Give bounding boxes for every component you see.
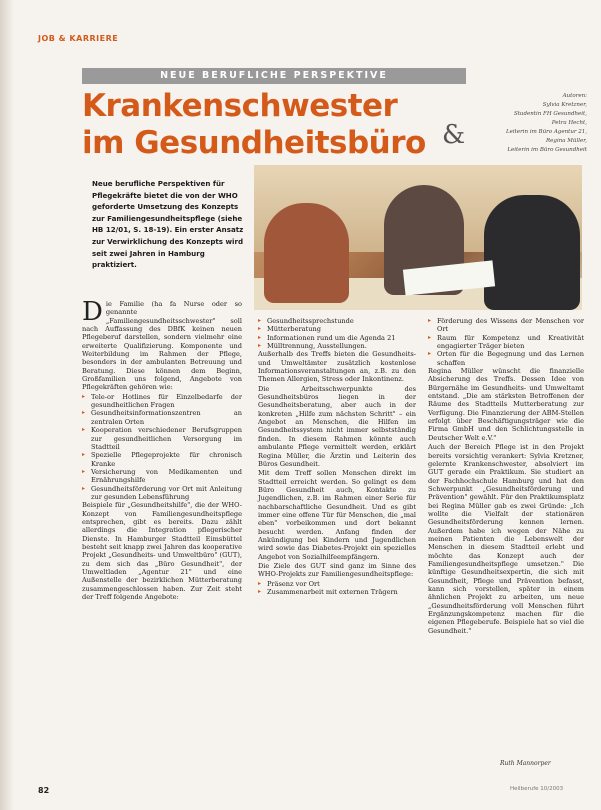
author-credits <box>467 92 587 155</box>
photo-person-right <box>484 195 580 310</box>
paragraph: Mit dem Treff sollen Menschen direkt im Stadtteil erreicht werden. So gelingt es dem Büro Gesundheit auch, Kontakte zu Jugendlichen, z.B. im Rahmen einer Serie für nachbarschaftliche Gesundheit. Und es gibt immer eine offene Tür für Menschen, die „mal eben" vorbeikommen und dort bekannt besucht werden. Anfang finden der Ankündigung bei Kindern und Jugendlichen wird sowie das Diabetes-Projekt ein spezielles Angebot von Sozialhilfeempfängern. <box>258 469 416 561</box>
bullet-list <box>82 393 242 501</box>
list-item: ▸ Orten für die Begegnung und das Lernen schaffen <box>437 350 584 367</box>
list-item: ▸ Spezielle Pflegeprojekte für chronisch Kranke <box>91 451 242 468</box>
paragraph: Regina Müller wünscht die finanzielle Absicherung des Treffs. Dessen Idee von Bürgernähe im Gesundheits- und Umweltamt entstand. „Die am stärksten Betroffenen der Räume des Stadtteils Mutterberatung zur Verfügung. Die Finanzierung der ABM-Stellen erfolgt über Beschäftigungsträger wie die Firma GmbH und den Schlichtungsstelle in Deutscher Welt e.V." <box>428 367 584 442</box>
list-item: ▸ Informationen rund um die Agenda 21 <box>267 334 416 342</box>
author-line: Regina Müller, <box>546 138 587 144</box>
page-binding-shadow <box>0 0 14 810</box>
paragraph: Die Arbeitsschwerpunkte des Gesundheitsbüros liegen in der Gesundheitsberatung, aber auch in der konkreten „Hilfe zum nächsten Schritt" – ein Angebot an Menschen, die Hilfen im Gesundheitssystem nicht immer selbstständig finden. In diesem Rahmen könnte auch ambulante Pflege vermittelt werden, erklärt Regina Müller, die Ärztin und Leiterin des Büros Gesundheit. <box>258 384 416 468</box>
drop-cap: D <box>82 297 103 327</box>
list-item: ▸ Mülltrennung, Ausstellungen. <box>267 342 416 350</box>
text-column-2 <box>258 317 416 596</box>
list-item: ▸ Versicherung von Medikamenten und Ernährungshilfe <box>91 468 242 485</box>
bullet-list <box>428 317 584 367</box>
list-item: ▸ Gesundheitsförderung vor Ort mit Anleitung zur gesunden Lebensführung <box>91 485 242 502</box>
paragraph: Die Ziele des GUT sind ganz im Sinne des WHO-Projekts zur Familiengesundheitspflege: <box>258 561 416 579</box>
decorative-ampersand: & <box>442 120 466 150</box>
list-item: ▸ Zusammenarbeit mit externen Trägern <box>267 588 416 596</box>
list-item: ▸ Mütterberatung <box>267 325 416 333</box>
page-number: 82 <box>38 786 50 795</box>
section-label: JOB & KARRIERE <box>38 34 119 43</box>
author-line: Studentin FH Gesundheit, <box>513 111 587 117</box>
author-signature: Ruth Mannorper <box>500 760 551 767</box>
paragraph: Auch der Bereich Pflege ist in den Projekt bereits vorsichtig verankert: Sylvia Kretzner, gelernte Krankenschwester, absolviert im GUT gerade ein Praktikum. Sie studiert an der Fachhochschule Hamburg und hat den Schwerpunkt „Gesundheitsförderung und Prävention" gewählt. Für den Praktikumsplatz bei Regina Müller gab es zwei Gründe: „Ich wollte die Vielfalt der stationären Gesundheitsförderung kennen lernen. Außerdem habe ich wegen der Nähe zu meinen Patienten die Lebenswelt der Menschen in diesem Stadtteil erlebt und möchte das Konzept auch der Familiengesundheitspflege umsetzen." Die künftige Gesundheitsexpertin, die sich mit Gesundheit, Pflege und Prävention befasst, kann sich vorstellen, später in einem ähnlichen Projekt zu arbeiten, um neue „Gesundheitsförderung voll Menschen führt Ergänzungskompetenz machen für die eigenen Pflegeberufe. Beispiele hat so viel die Gesundheit." <box>428 443 584 635</box>
list-item: ▸ Gesundheitssprechstunde <box>267 317 416 325</box>
photo-person-left <box>264 203 349 303</box>
list-item: ▸ Raum für Kompetenz und Kreativität engagierter Träger bieten <box>437 334 584 351</box>
author-line: Autoren: <box>562 93 587 99</box>
paragraph: Außerhalb des Treffs bieten die Gesundheits- und Umweltämter zusätzlich kostenlose Informationsveranstaltungen an, z.B. zu den Themen Allergien, Stress oder Inkontinenz. <box>258 350 416 384</box>
article-title: Krankenschwester im Gesundheitsbüro <box>82 88 426 161</box>
list-item: ▸ Gesundheitsinformationszentren an zentralen Orten <box>91 409 242 426</box>
text-column-3 <box>428 317 584 636</box>
text-column-1 <box>82 297 242 602</box>
list-item: ▸ Kooperation verschiedener Berufsgruppen zur gesundheitlichen Versorgung im Stadtteil <box>91 426 242 451</box>
author-line: Leiterin im Büro Gesundheit <box>507 147 587 153</box>
list-item: ▸ Tele-or Hotlines für Einzelbedarfe der gesundheitlichen Fragen <box>91 393 242 410</box>
bullet-list <box>258 580 416 597</box>
list-item: ▸ Förderung des Wissens der Menschen vor Ort <box>437 317 584 334</box>
author-line: Leiterin im Büro Agentur 21, <box>506 129 587 135</box>
footer-source: Heilberufe 10/2003 <box>510 786 564 792</box>
kicker-banner: NEUE BERUFLICHE PERSPEKTIVE <box>82 68 466 84</box>
intro-lead: Neue berufliche Perspektiven für Pflegekräfte bietet die von der WHO geforderte Umsetzung des Konzepts zur Familiengesundheitspflege (siehe HB 12/01, S. 18-19). Ein erster Ansatz zur Verwirklichung des Konzepts wird seit zwei Jahren in Hamburg praktiziert. <box>92 179 244 270</box>
paragraph: Beispiele für „Gesundheitshilfe", die der WHO-Konzept von Familiengesundheitspflege entsprechen, gibt es bereits. Dazu zählt allerdings die Integration pflegerischer Dienste. In Hamburger Stadtteil Eimsbüttel besteht seit knapp zwei Jahren das kooperative Projekt „Gesundheits- und Umweltbüro" (GUT), zu dem sich das „Büro Gesundheit", der Umweltladen „Agentur 21" und eine Außenstelle der bezirklichen Mütterberatung zusammengeschlossen haben. Zur Zeit steht der Treff folgende Angebote: <box>82 501 242 602</box>
article-photo <box>254 165 582 310</box>
bullet-list <box>258 317 416 350</box>
paragraph: ie Familie (ha fa Nurse oder so genannte „Familiengesundheitsschwester" soll nach Auffassung des DBfK keinen neuen Pflegeberuf darstellen, sondern vielmehr eine erweiterte Qualifizierung. Komponente und Weiterbildung im Rahmen der Pflege, besonders in der ambulanten Betreuung und Beratung. Diese können dem Beginn, Großfamilien uns folgend, Angebote von Pflegekräften gehören wie: <box>82 300 242 392</box>
author-line: Petra Hecht, <box>551 120 587 126</box>
list-item: ▸ Präsenz vor Ort <box>267 580 416 588</box>
author-line: Sylvia Kretzner, <box>542 102 587 108</box>
